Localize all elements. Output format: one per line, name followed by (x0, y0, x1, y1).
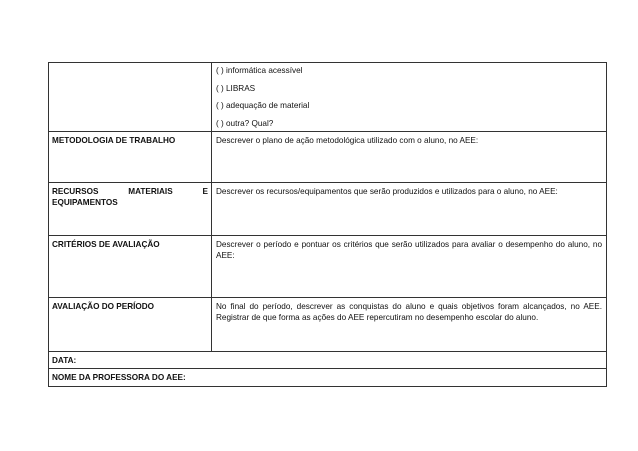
form-table (48, 62, 607, 387)
criterios-label: CRITÉRIOS DE AVALIAÇÃO (49, 236, 212, 297)
metodologia-label: METODOLOGIA DE TRABALHO (49, 132, 212, 182)
metodologia-text: Descrever o plano de ação metodológica utilizado com o aluno, no AEE: (216, 136, 479, 145)
recursos-label-word2: MATERIAIS (128, 187, 173, 196)
avaliacao-label: AVALIAÇÃO DO PERÍODO (49, 298, 212, 351)
recursos-text: Descrever os recursos/equipamentos que serão produzidos e utilizados para o aluno, no AEE: (216, 187, 558, 196)
date-row (49, 352, 606, 369)
avaliacao-row (49, 298, 606, 352)
option-informatica[interactable]: ( ) informática acessível (216, 66, 303, 75)
recursos-label-word1: RECURSOS (52, 187, 99, 196)
recursos-label (49, 183, 212, 235)
metodologia-row (49, 132, 606, 183)
options-row (49, 63, 606, 132)
option-adequacao[interactable]: ( ) adequação de material (216, 101, 310, 110)
option-outra[interactable]: ( ) outra? Qual? (216, 118, 274, 128)
date-label: DATA: (52, 356, 77, 365)
options-empty-cell (49, 63, 212, 131)
recursos-label-word4: EQUIPAMENTOS (52, 198, 118, 207)
options-cell (212, 63, 606, 131)
teacher-row (49, 369, 606, 386)
criterios-text: Descrever o período e pontuar os critérios que serão utilizados para avaliar o desempenho do aluno, no AEE: (216, 240, 602, 260)
teacher-label: NOME DA PROFESSORA DO AEE: (52, 373, 186, 382)
avaliacao-text: No final do período, descrever as conquistas do aluno e quais objetivos foram alcançados, no AEE. Registrar de que forma as ações do AEE repercutiram no desempenho escolar do aluno. (216, 302, 602, 322)
recursos-label-word3: E (202, 187, 208, 196)
recursos-row (49, 183, 606, 236)
option-libras[interactable]: ( ) LIBRAS (216, 83, 256, 93)
criterios-row (49, 236, 606, 298)
